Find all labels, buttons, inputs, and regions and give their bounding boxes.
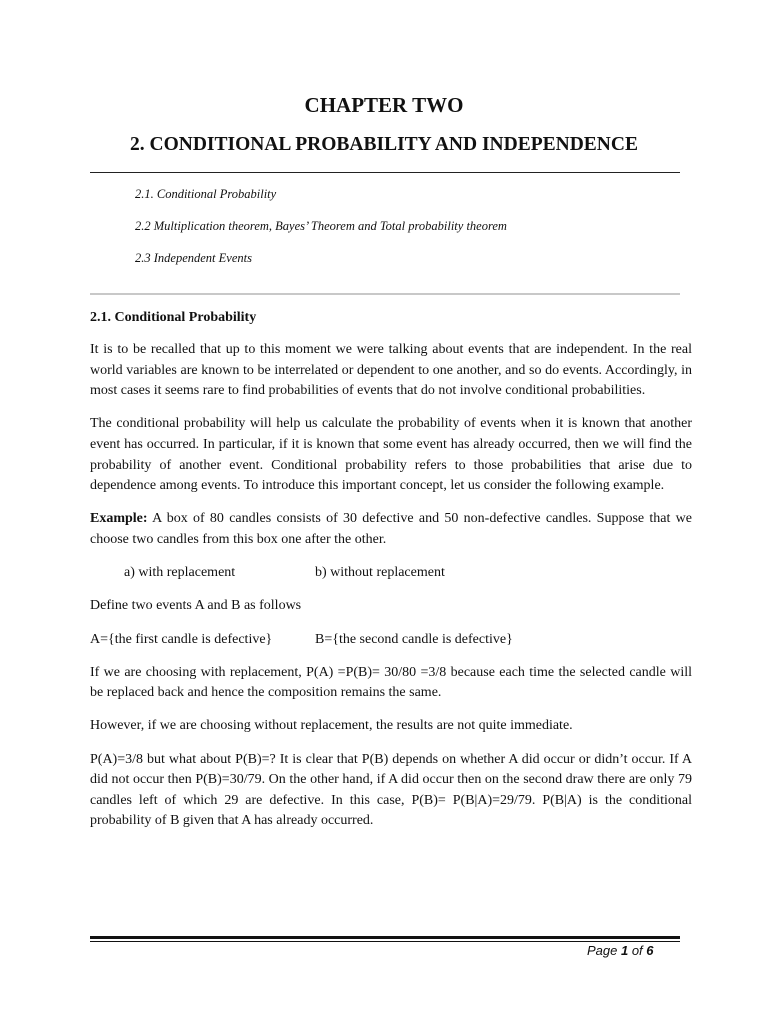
paragraph: If we are choosing with replacement, P(A) =P(B)= 30/80 =3/8 because each time the selected candle will be replaced back and hence the composition remains the same. — [90, 664, 692, 701]
footer-rule — [90, 936, 680, 939]
case-a: a) with replacement — [124, 565, 236, 581]
toc-item: 2.3 Independent Events — [135, 251, 252, 265]
event-definitions — [90, 630, 692, 651]
divider-top — [90, 172, 680, 173]
case-b: b) without replacement — [315, 565, 445, 581]
example-paragraph — [90, 509, 692, 550]
event-a: A={the first candle is defective} — [90, 631, 273, 647]
footer-rule-thin — [90, 941, 680, 942]
toc-item: 2.2 Multiplication theorem, Bayes’ Theorem and Total probability theorem — [135, 219, 507, 233]
divider-mid — [90, 293, 680, 295]
chapter-heading: 2. CONDITIONAL PROBABILITY AND INDEPENDENCE — [130, 134, 638, 155]
page-number — [587, 943, 654, 958]
page-of-label: of — [628, 943, 647, 958]
paragraph: Define two events A and B as follows — [90, 598, 302, 614]
paragraph: It is to be recalled that up to this moment we were talking about events that are independent. In the real world variables are known to be interrelated or dependent to one another, and so do events. Accordingly, in most cases it seems rare to find probabilities of events that do not involve conditional probabilities. — [90, 342, 692, 399]
event-b: B={the second candle is defective} — [315, 631, 513, 647]
page-label: Page — [587, 943, 621, 958]
chapter-title: CHAPTER TWO — [304, 93, 464, 117]
page-total: 6 — [646, 943, 654, 958]
paragraph: P(A)=3/8 but what about P(B)=? It is clear that P(B) depends on whether A did occur or didn’t occur. If A did not occur then P(B)=30/79. On the other hand, if A did occur then on the second draw there are only 79 candles left of which 29 are defective. In this case, P(B)= P(B|A)=29/79. P(B|A) is the conditional probability of B given that A has already occurred. — [90, 751, 692, 829]
section-body — [90, 308, 692, 845]
toc-item: 2.1. Conditional Probability — [135, 187, 277, 201]
paragraph: The conditional probability will help us calculate the probability of events when it is known that another event has occurred. In particular, if it is known that some event has already occurred, then we will find the probability of another event. Conditional probability refers to those probabilities that arise due to dependence among events. To introduce this important concept, let us consider the following example. — [90, 416, 692, 494]
section-heading: 2.1. Conditional Probability — [90, 310, 257, 325]
case-list — [90, 563, 692, 584]
page-current: 1 — [620, 943, 629, 958]
example-label: Example: — [90, 511, 148, 527]
paragraph: However, if we are choosing without replacement, the results are not quite immediate. — [90, 718, 573, 734]
table-of-contents — [135, 186, 507, 282]
example-text: A box of 80 candles consists of 30 defective and 50 non-defective candles. Suppose that we choose two candles from this box one after the other. — [90, 511, 692, 547]
